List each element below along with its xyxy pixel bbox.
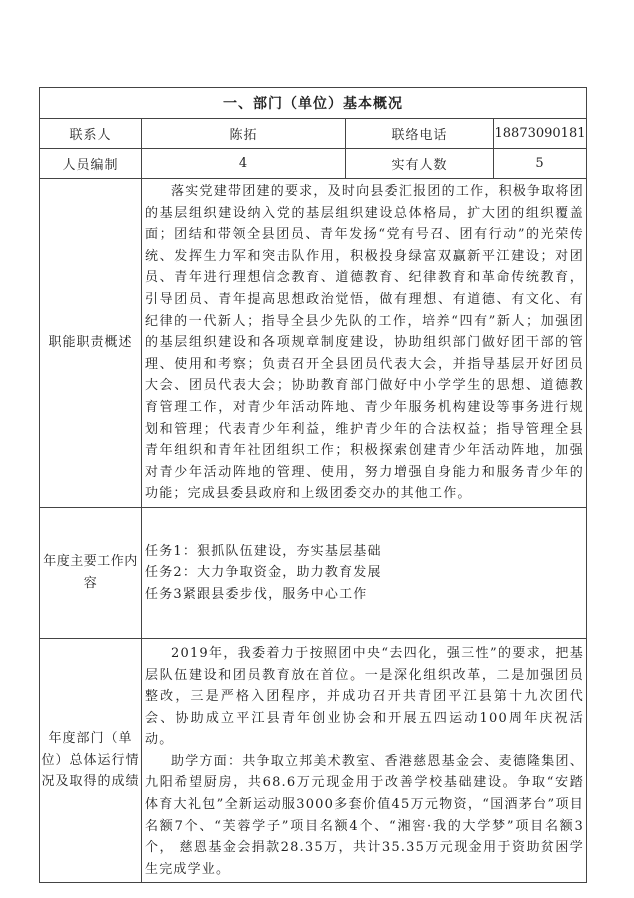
achievements-cell xyxy=(142,638,587,883)
task-item: 任务2：大力争取资金，助力教育发展 xyxy=(145,565,382,581)
section-title: 一、部门（单位）基本概况 xyxy=(40,88,587,119)
staff-label: 人员编制 xyxy=(40,149,142,179)
annual-work-label: 年度主要工作内容 xyxy=(40,507,142,638)
achievement-paragraph: 助学方面：共争取立邦美术教室、香港慈恩基金会、麦德隆集团、九阳希望厨房，共68.6万元现金用于改善学校基础建设。争取“安踏体育大礼包”全新运动服3000多套价值45万元物资，“国酒茅台”项目名额7个、“芙蓉学子”项目名额4个、“湘窖·我的大学梦”项目名额3个， 慈恩基金会捐款28.35万，共计35.35万元现金用于资助贫困学生完成学业。 xyxy=(145,753,584,877)
annual-work-cell xyxy=(142,507,587,638)
actual-staff-label: 实有人数 xyxy=(346,149,494,179)
contact-label: 联系人 xyxy=(40,119,142,149)
phone-label: 联络电话 xyxy=(346,119,494,149)
achievement-paragraph: 2019年，我委着力于按照团中央“去四化，强三性”的要求，把基层队伍建设和团员教育放在首位。一是深化组织改革，二是加强团员整改，三是严格入团程序，并成功召开共青团平江县第十九次团代会、协助成立平江县青年创业协会和开展五四运动100周年庆祝活动。 xyxy=(145,645,584,748)
duties-text: 落实党建带团建的要求，及时向县委汇报团的工作，积极争取将团的基层组织建设纳入党的基层组织建设总体格局，扩大团的组织覆盖面；团结和带领全县团员、青年发扬“党有号召、团有行动”的光荣传统、发挥生力军和突击队作用，积极投身绿富双赢新平江建设；对团员、青年进行理想信念教育、道德教育、纪律教育和革命传统教育，引导团员、青年提高思想政治觉悟，做有理想、有道德、有文化、有纪律的一代新人；指导全县少先队的工作，培养“四有”新人；加强团的基层组织建设和各项规章制度建设，协助组织部门做好团干部的管理、使用和考察；负责召开全县团员代表大会，并指导基层开好团员大会、团员代表大会；协助教育部门做好中小学学生的思想、道德教育管理工作，对青少年活动阵地、青少年服务机构建设等事务进行规划和管理；代表青少年利益，维护青少年的合法权益；指导管理全县青年组织和青年社团组织工作；积极探索创建青少年活动阵地，加强对青少年活动阵地的管理、使用，努力增强自身能力和服务青少年的功能；完成县委县政府和上级团委交办的其他工作。 xyxy=(145,184,584,502)
task-item: 任务3紧跟县委步伐，服务中心工作 xyxy=(145,586,368,602)
duties-label: 职能职责概述 xyxy=(40,179,142,508)
achievements-label: 年度部门（单位）总体运行情况及取得的成绩 xyxy=(40,638,142,883)
department-overview-table xyxy=(39,87,587,883)
contact-value: 陈拓 xyxy=(142,119,346,149)
staff-value: 4 xyxy=(142,149,346,179)
actual-staff-value: 5 xyxy=(494,149,587,179)
duties-cell xyxy=(142,179,587,508)
task-item: 任务1：狠抓队伍建设，夯实基层基础 xyxy=(145,543,382,559)
phone-value: 18873090181 xyxy=(494,119,587,149)
